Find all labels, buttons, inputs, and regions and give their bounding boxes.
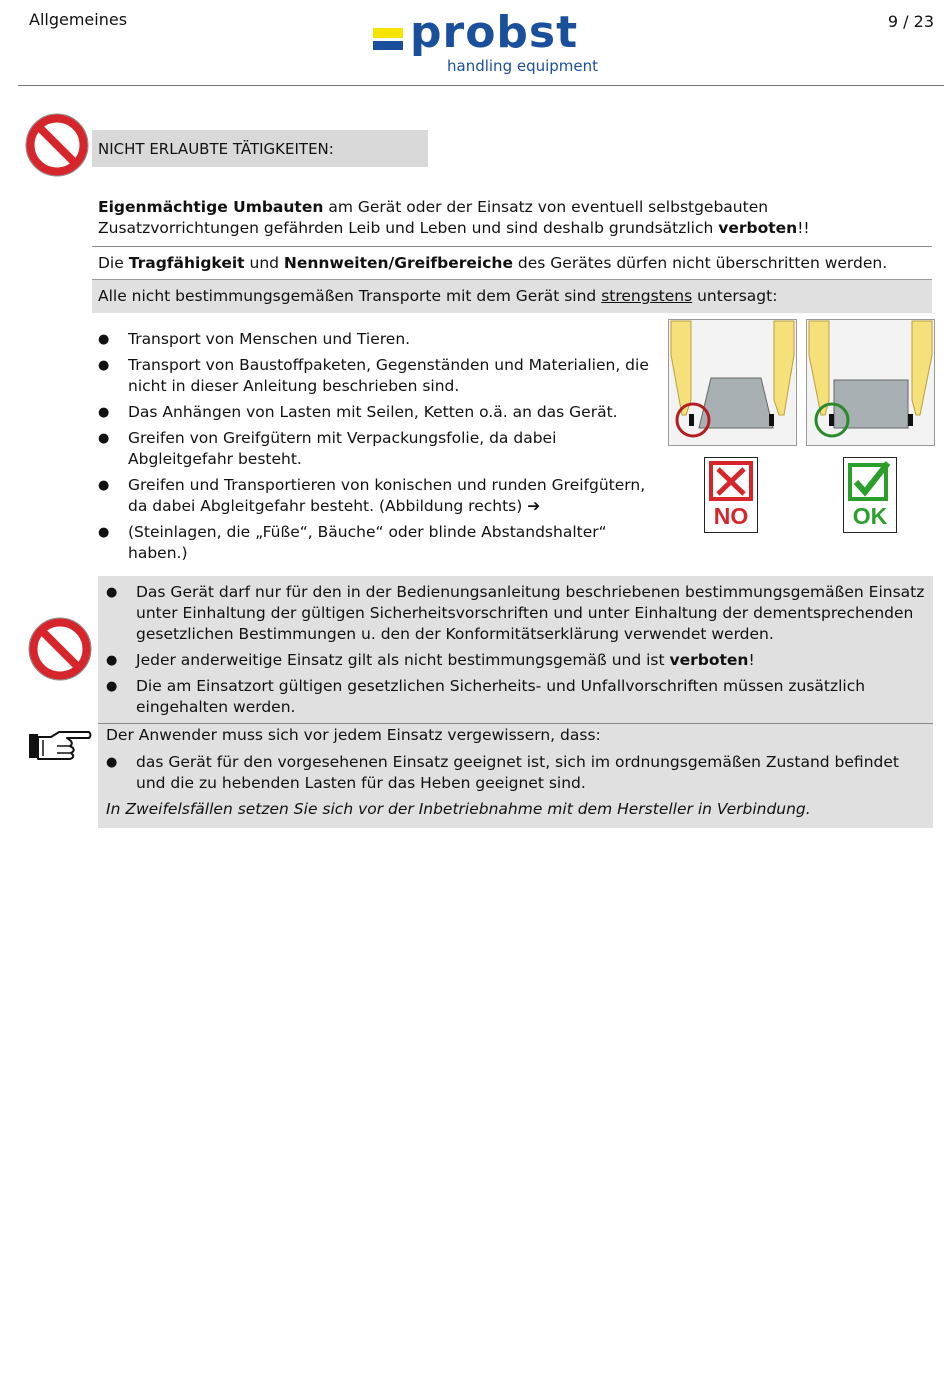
user-check-list (106, 752, 926, 794)
section-heading-box (92, 130, 428, 167)
list-item (98, 329, 658, 350)
list-item (98, 355, 658, 397)
no-sign (704, 457, 758, 533)
list-item (106, 650, 926, 671)
divider (92, 246, 932, 247)
illustration-wrong-grip (668, 319, 797, 446)
bullet: ● (98, 525, 110, 540)
page-number: 9 / 23 (887, 12, 934, 31)
paragraph-modifications (98, 197, 928, 239)
bullet: ● (106, 653, 118, 668)
usage-rules-list (106, 582, 926, 723)
paragraph-contact-manufacturer: In Zweifelsfällen setzen Sie sich vor der Inbetriebnahme mit dem Hersteller in Verbindung. (106, 800, 811, 818)
list-item-text: das Gerät für den vorgesehenen Einsatz geeignet ist, sich im ordnungsgemäßen Zustand befindet und die zu hebenden Lasten für das Heben geeignet sind. (136, 753, 899, 792)
logo-brand: probst (410, 7, 579, 58)
text-modifications: am Gerät oder der Einsatz von eventuell selbstgebauten Zusatzvorrichtungen gefährden Leib und Leben und sind deshalb grundsätzlich (98, 198, 769, 237)
list-item (106, 582, 926, 645)
bullet: ● (98, 358, 110, 373)
bullet: ● (98, 478, 110, 493)
bullet: ● (106, 679, 118, 694)
prohibition-icon (28, 617, 92, 681)
bold-forbidden: verboten (669, 651, 749, 669)
forbidden-transport-list (98, 329, 658, 569)
bullet: ● (98, 405, 110, 420)
paragraph-user-check: Der Anwender muss sich vor jedem Einsatz vergewissern, dass: (106, 726, 601, 744)
list-item (106, 752, 926, 794)
list-item-text: Jeder anderweitige Einsatz gilt als nicht bestimmungsgemäß und ist (136, 651, 670, 669)
bullet: ● (106, 585, 118, 600)
section-title: Allgemeines (29, 10, 128, 29)
list-item-text: Greifen von Greifgütern mit Verpackungsfolie, da dabei Abgleitgefahr besteht. (128, 429, 557, 468)
list-item-text: Die am Einsatzort gültigen gesetzlichen Sicherheits- und Unfallvorschriften müssen zusätzlich eingehalten werden. (136, 677, 866, 716)
bullet: ● (98, 332, 110, 347)
transport-text-1: Alle nicht bestimmungsgemäßen Transporte mit dem Gerät sind (98, 287, 602, 305)
prohibition-icon (25, 113, 89, 177)
list-item (98, 402, 658, 423)
pointing-hand-icon (27, 728, 93, 764)
illustration-correct-grip (806, 319, 935, 446)
probst-logo (372, 7, 602, 84)
logo-tagline: handling equipment (447, 57, 599, 75)
transport-text-2: untersagt: (692, 287, 778, 305)
box-divider (98, 723, 933, 724)
capacity-text-1: Die (98, 254, 129, 272)
ok-sign (843, 457, 897, 533)
capacity-bold-2: Nennweiten/Greifbereiche (283, 254, 513, 272)
paragraph-capacity (98, 253, 928, 274)
bullet: ● (106, 755, 118, 770)
section-heading: NICHT ERLAUBTE TÄTIGKEITEN: (98, 140, 334, 158)
list-item-end: ! (748, 651, 755, 669)
capacity-bold-1: Tragfähigkeit (128, 254, 245, 272)
capacity-text-2: und (244, 254, 284, 272)
list-item (106, 676, 926, 718)
paragraph-transport (98, 286, 928, 307)
transport-underlined: strengstens (601, 287, 693, 305)
bullet: ● (98, 431, 110, 446)
bold-modifications: Eigenmächtige Umbauten (98, 198, 324, 216)
list-item-text: Das Anhängen von Lasten mit Seilen, Ketten o.ä. an das Gerät. (128, 403, 618, 421)
header-divider (18, 85, 944, 86)
capacity-text-3: des Gerätes dürfen nicht überschritten werden. (512, 254, 888, 272)
list-item-text: (Steinlagen, die „Füße“, Bäuche“ oder blinde Abstandshalter“ haben.) (128, 523, 607, 562)
list-item-text: Transport von Menschen und Tieren. (128, 330, 411, 348)
list-item (98, 428, 658, 470)
ok-label: OK (852, 503, 888, 529)
bold-forbidden: verboten (718, 219, 798, 237)
text-exclaim: !! (797, 219, 810, 237)
list-item-text: Transport von Baustoffpaketen, Gegenständen und Materialien, die nicht in dieser Anleitung beschrieben sind. (128, 356, 649, 395)
list-item (98, 475, 658, 517)
list-item-text: Greifen und Transportieren von konischen und runden Greifgütern, da dabei Abgleitgefahr besteht. (Abbildung rechts) ➔ (128, 476, 646, 515)
list-item (98, 522, 658, 564)
no-label: NO (713, 503, 749, 529)
list-item-text: Das Gerät darf nur für den in der Bedienungsanleitung beschriebenen bestimmungsgemäßen Einsatz unter Einhaltung der gültigen Sicherheitsvorschriften und unter Einhaltung der dementsprechenden gesetzlichen Bestimmungen u. den der Konformitätserklärung verwendet werden. (136, 583, 925, 643)
